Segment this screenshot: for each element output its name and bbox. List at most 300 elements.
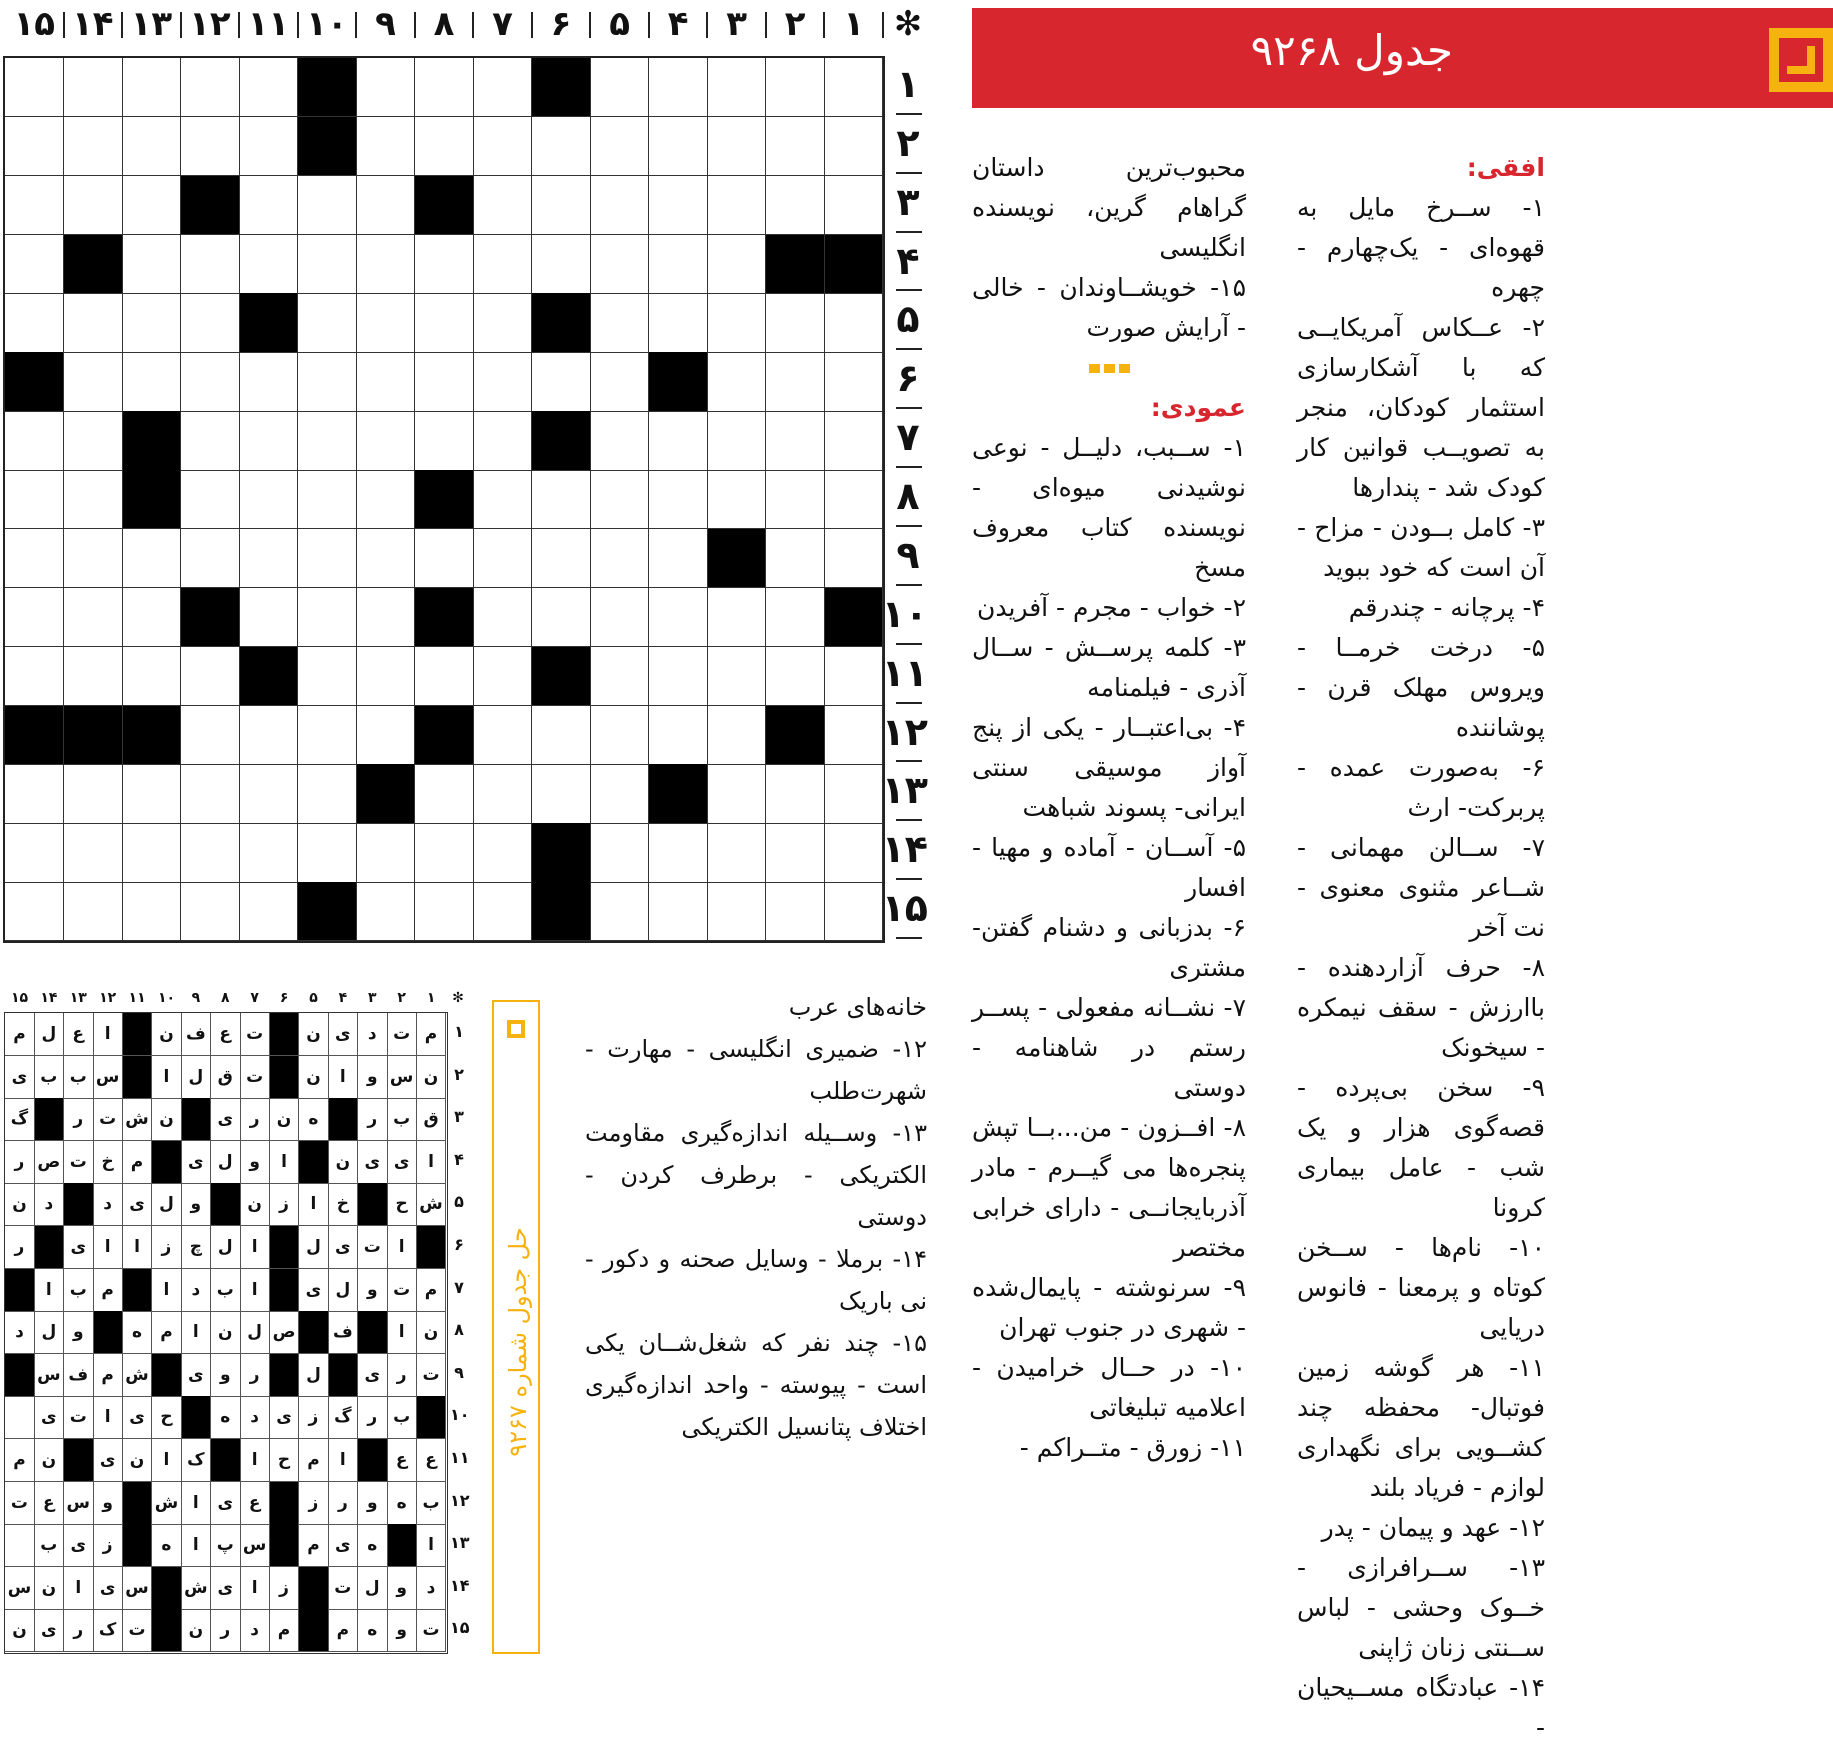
solution-cell: ل	[299, 1226, 329, 1269]
column-number: ۱۵	[13, 4, 56, 44]
solution-cell: ی	[123, 1183, 153, 1226]
solution-cell: ص	[34, 1141, 64, 1184]
solution-cell: م	[299, 1524, 329, 1567]
column-divider	[121, 12, 123, 38]
solution-row-number: ۱۵	[450, 1618, 470, 1638]
crossword-cell	[473, 882, 532, 941]
crossword-cell	[649, 411, 708, 470]
column-number: ۲	[784, 4, 806, 44]
row-number: ۳	[896, 179, 920, 224]
crossword-cell	[181, 706, 240, 765]
down-clue: ۵- آســان - آماده و مهیا - افسار	[972, 833, 1246, 902]
solution-cell: ر	[64, 1098, 94, 1141]
across-clue: ۸- حرف آزاردهنده - باارزش - سقف نیمکره - سیخونک	[1297, 953, 1545, 1062]
row-divider	[896, 113, 922, 115]
solution-cell: و	[211, 1354, 241, 1397]
puzzle-header	[972, 8, 1833, 108]
solution-cell: ا	[34, 1269, 64, 1312]
solution-black-cell	[417, 1226, 447, 1269]
solution-cell: س	[64, 1482, 94, 1525]
solution-cell: ب	[387, 1098, 417, 1141]
across-heading: افقی:	[1466, 153, 1545, 182]
crossword-cell	[473, 235, 532, 294]
solution-black-cell	[93, 1311, 123, 1354]
solution-cell: ا	[328, 1439, 358, 1482]
solution-cell: ک	[93, 1609, 123, 1652]
column-divider	[765, 12, 767, 38]
solution-cell: ی	[211, 1567, 241, 1610]
solution-cell: ل	[358, 1567, 388, 1610]
crossword-cell	[415, 117, 474, 176]
solution-black-cell	[152, 1354, 182, 1397]
solution-row-number: ۳	[454, 1107, 464, 1127]
crossword-cell	[824, 58, 883, 117]
solution-cell: ن	[152, 1013, 182, 1056]
crossword-cell	[473, 823, 532, 882]
solution-cell: ی	[123, 1396, 153, 1439]
solution-cell: ی	[358, 1141, 388, 1184]
solution-cell: ت	[240, 1056, 270, 1099]
solution-cell: ن	[270, 1098, 300, 1141]
solution-column-number: ۳	[368, 990, 377, 1006]
crossword-cell	[298, 588, 357, 647]
puzzle-title: جدول ۹۲۶۸	[1250, 26, 1453, 75]
column-divider	[531, 12, 533, 38]
crossword-cell	[415, 352, 474, 411]
crossword-cell	[707, 706, 766, 765]
solution-cell: ر	[211, 1609, 241, 1652]
column-number: ۱	[843, 4, 865, 44]
solution-cell: د	[240, 1396, 270, 1439]
solution-cell: ب	[417, 1482, 447, 1525]
solution-cell: ه	[152, 1524, 182, 1567]
solution-cell: م	[299, 1439, 329, 1482]
crossword-cell	[181, 352, 240, 411]
crossword-cell	[64, 588, 123, 647]
solution-black-cell	[123, 1013, 153, 1056]
crossword-cell	[473, 764, 532, 823]
solution-black-cell	[123, 1269, 153, 1312]
solution-cell: ر	[358, 1396, 388, 1439]
crossword-cell	[766, 764, 825, 823]
crossword-cell	[356, 882, 415, 941]
solution-cell: ب	[34, 1524, 64, 1567]
brand-small-icon	[507, 1020, 525, 1038]
crossword-cell	[298, 706, 357, 765]
solution-cell	[5, 1396, 35, 1439]
solution-cell: ق	[417, 1098, 447, 1141]
crossword-cell	[707, 293, 766, 352]
row-divider	[896, 819, 922, 821]
crossword-cell	[766, 470, 825, 529]
row-number: ۱	[896, 62, 920, 106]
solution-cell: ن	[34, 1439, 64, 1482]
crossword-cell	[473, 706, 532, 765]
solution-cell: ت	[123, 1609, 153, 1652]
crossword-cell	[473, 470, 532, 529]
clue-text: ۱۵- خویشــاوندان - خالی - آرایش صورت	[972, 273, 1246, 342]
column-divider	[706, 12, 708, 38]
crossword-cell	[122, 823, 181, 882]
solution-cell: ا	[417, 1141, 447, 1184]
solution-cell: م	[123, 1141, 153, 1184]
crossword-cell	[298, 293, 357, 352]
crossword-cell	[766, 588, 825, 647]
crossword-cell	[473, 647, 532, 706]
crossword-cell	[5, 882, 64, 941]
crossword-cell	[239, 352, 298, 411]
crossword-cell	[707, 176, 766, 235]
solution-grid	[4, 1012, 448, 1654]
crossword-cell	[590, 529, 649, 588]
solution-cell: و	[93, 1482, 123, 1525]
crossword-cell	[824, 529, 883, 588]
crossword-cell	[356, 117, 415, 176]
solution-column-number: ۱۰	[157, 990, 176, 1006]
clue-text: محبوب‌ترین داستان گراهام گرین، نویسنده انگلیسی	[972, 153, 1246, 262]
crossword-cell	[649, 58, 708, 117]
solution-cell: و	[387, 1567, 417, 1610]
row-number: ۱۴	[881, 827, 928, 872]
solution-cell: د	[34, 1183, 64, 1226]
row-divider	[896, 702, 922, 704]
crossword-cell	[590, 470, 649, 529]
solution-cell: ی	[93, 1439, 123, 1482]
crossword-cell	[707, 117, 766, 176]
black-cell	[415, 470, 474, 529]
solution-black-cell	[181, 1098, 211, 1141]
clue-text: ۱۴- برملا - وسایل صحنه و دکور - نی باریک	[585, 1245, 927, 1315]
column-number: ۶	[550, 4, 572, 44]
solution-row-number: ۱۳	[450, 1533, 470, 1553]
solution-cell: ر	[387, 1354, 417, 1397]
black-cell	[122, 706, 181, 765]
black-cell	[824, 588, 883, 647]
separator-dots	[972, 348, 1246, 388]
down-clue: ۸- افــزون - من...بــا تپش پنجره‌ها می گیــرم - مادر آذربایجانــی - دارای خرابی مختصر	[972, 1113, 1246, 1262]
solution-row-number: ۱۲	[450, 1490, 470, 1510]
solution-cell: ع	[211, 1013, 241, 1056]
solution-black-cell	[211, 1183, 241, 1226]
solution-cell: گ	[328, 1396, 358, 1439]
crossword-cell	[824, 647, 883, 706]
column-divider	[297, 12, 299, 38]
solution-cell: ا	[240, 1269, 270, 1312]
solution-cell: ی	[34, 1609, 64, 1652]
crossword-cell	[181, 823, 240, 882]
crossword-cell	[532, 588, 591, 647]
solution-cell: ب	[64, 1269, 94, 1312]
solution-cell: ب	[211, 1269, 241, 1312]
clue-column-2	[972, 148, 1246, 1468]
solution-cell: ب	[64, 1056, 94, 1099]
solution-cell: ش	[417, 1183, 447, 1226]
crossword-cell	[239, 882, 298, 941]
solution-cell: ا	[240, 1567, 270, 1610]
across-clue: ۳- کامل بــودن - مزاح - آن است که خود ببوید	[1297, 513, 1545, 582]
crossword-cell	[707, 411, 766, 470]
solution-black-cell	[5, 1354, 35, 1397]
solution-black-cell	[181, 1396, 211, 1439]
solution-cell: و	[387, 1609, 417, 1652]
crossword-cell	[239, 706, 298, 765]
crossword-cell	[356, 235, 415, 294]
black-cell	[122, 470, 181, 529]
column-number: ۳	[726, 4, 748, 44]
crossword-cell	[415, 235, 474, 294]
black-cell	[239, 293, 298, 352]
crossword-cell	[181, 647, 240, 706]
crossword-cell	[473, 588, 532, 647]
row-divider	[896, 231, 922, 233]
crossword-cell	[64, 764, 123, 823]
solution-column-number: ۹	[191, 990, 201, 1006]
solution-cell: ز	[299, 1482, 329, 1525]
solution-cell: ت	[64, 1396, 94, 1439]
crossword-cell	[766, 882, 825, 941]
crossword-cell	[181, 764, 240, 823]
crossword-cell	[649, 470, 708, 529]
crossword-cell	[5, 588, 64, 647]
crossword-cell	[181, 529, 240, 588]
column-number: ۱۱	[247, 4, 290, 44]
crossword-cell	[707, 647, 766, 706]
clue-text: خانه‌های عرب	[788, 993, 927, 1021]
solution-cell: ی	[181, 1354, 211, 1397]
solution-black-cell	[5, 1269, 35, 1312]
crossword-cell	[64, 823, 123, 882]
solution-cell: م	[5, 1013, 35, 1056]
solution-cell: ر	[358, 1098, 388, 1141]
crossword-cell	[766, 411, 825, 470]
solution-column-number: ۷	[250, 990, 259, 1006]
crossword-cell	[415, 529, 474, 588]
solution-cell: ن	[5, 1183, 35, 1226]
crossword-cell	[356, 823, 415, 882]
crossword-cell	[415, 882, 474, 941]
column-number: ۱۴	[72, 4, 114, 44]
solution-black-cell	[299, 1567, 329, 1610]
crossword-cell	[64, 529, 123, 588]
solution-cell: ع	[34, 1482, 64, 1525]
crossword-cell	[473, 58, 532, 117]
solution-cell: س	[93, 1056, 123, 1099]
crossword-cell	[824, 411, 883, 470]
row-divider	[896, 937, 922, 939]
black-cell	[181, 588, 240, 647]
black-cell	[649, 764, 708, 823]
crossword-cell	[356, 293, 415, 352]
solution-black-cell	[152, 1609, 182, 1652]
down-clue: ۱۱- زورق - متــراکم -	[1019, 1433, 1246, 1462]
solution-cell: د	[93, 1183, 123, 1226]
crossword-cell	[181, 117, 240, 176]
solution-cell: ی	[270, 1396, 300, 1439]
solution-cell: س	[5, 1567, 35, 1610]
solution-cell: س	[387, 1056, 417, 1099]
solution-black-cell	[270, 1524, 300, 1567]
crossword-cell	[64, 293, 123, 352]
crossword-cell	[473, 176, 532, 235]
crossword-cell	[415, 823, 474, 882]
crossword-cell	[590, 293, 649, 352]
crossword-cell	[707, 470, 766, 529]
solution-cell: ه	[299, 1098, 329, 1141]
solution-cell: ر	[328, 1482, 358, 1525]
solution-black-cell	[123, 1524, 153, 1567]
crossword-cell	[590, 706, 649, 765]
solution-cell: ن	[417, 1311, 447, 1354]
down-clue: ۳- کلمه پرســش - ســال آذری - فیلمنامه	[972, 633, 1246, 702]
solution-column-number: ۱۳	[69, 990, 87, 1006]
crossword-cell	[590, 647, 649, 706]
solution-cell: و	[240, 1141, 270, 1184]
solution-cell: ن	[181, 1609, 211, 1652]
solution-cell: ت	[387, 1269, 417, 1312]
solution-cell: م	[417, 1013, 447, 1056]
crossword-cell	[824, 293, 883, 352]
crossword-cell	[590, 882, 649, 941]
crossword-cell	[590, 823, 649, 882]
black-cell	[64, 235, 123, 294]
solution-black-cell	[358, 1439, 388, 1482]
row-number: ۱۵	[881, 886, 928, 931]
solution-cell: ع	[387, 1439, 417, 1482]
crossword-cell	[181, 411, 240, 470]
solution-cell: ا	[299, 1183, 329, 1226]
crossword-cell	[473, 117, 532, 176]
solution-cell: ت	[328, 1567, 358, 1610]
solution-cell: ی	[34, 1396, 64, 1439]
solution-row-number: ۱۴	[450, 1575, 470, 1595]
solution-cell: ش	[181, 1567, 211, 1610]
solution-cell: و	[181, 1183, 211, 1226]
solution-cell: و	[358, 1056, 388, 1099]
solution-cell: د	[358, 1013, 388, 1056]
solution-cell: ا	[181, 1524, 211, 1567]
black-cell	[766, 235, 825, 294]
crossword-cell	[473, 293, 532, 352]
row-number: ۵	[896, 297, 920, 342]
row-divider	[896, 289, 922, 291]
crossword-cell	[298, 470, 357, 529]
crossword-cell	[5, 411, 64, 470]
solution-cell: ن	[417, 1056, 447, 1099]
solution-black-cell	[270, 1013, 300, 1056]
black-cell	[415, 588, 474, 647]
solution-cell: ی	[211, 1098, 241, 1141]
crossword-cell	[356, 706, 415, 765]
crossword-cell	[649, 588, 708, 647]
solution-column-number: ۱	[426, 990, 436, 1006]
crossword-cell	[766, 58, 825, 117]
crossword-cell	[122, 176, 181, 235]
solution-cell: ز	[152, 1226, 182, 1269]
down-clue: ۶- بدزبانی و دشنام گفتن- مشتری	[972, 913, 1246, 982]
solution-black-cell	[270, 1226, 300, 1269]
solution-cell: ت	[358, 1226, 388, 1269]
crossword-cell	[649, 823, 708, 882]
solution-cell: ب	[387, 1396, 417, 1439]
solution-black-cell	[34, 1226, 64, 1269]
solution-black-cell	[270, 1269, 300, 1312]
black-cell	[532, 411, 591, 470]
crossword-cell	[122, 588, 181, 647]
black-cell	[532, 293, 591, 352]
solution-cell: ا	[181, 1311, 211, 1354]
crossword-cell	[356, 529, 415, 588]
crossword-cell	[766, 293, 825, 352]
crossword-cell	[122, 117, 181, 176]
crossword-cell	[532, 706, 591, 765]
column-number: ۱۰	[306, 4, 348, 44]
solution-cell: ت	[93, 1098, 123, 1141]
solution-cell: ی	[328, 1013, 358, 1056]
column-number: ۱۲	[189, 4, 231, 44]
crossword-grid	[3, 56, 885, 943]
solution-cell: ت	[240, 1013, 270, 1056]
solution-cell: ت	[64, 1141, 94, 1184]
crossword-cell	[824, 882, 883, 941]
solution-cell: ز	[299, 1396, 329, 1439]
crossword-cell	[590, 235, 649, 294]
crossword-cell	[707, 235, 766, 294]
solution-cell: م	[270, 1609, 300, 1652]
row-number: ۱۳	[881, 768, 928, 813]
solution-cell: ص	[270, 1311, 300, 1354]
crossword-cell	[5, 764, 64, 823]
solution-cell: د	[417, 1567, 447, 1610]
crossword-cell	[824, 352, 883, 411]
row-divider	[896, 760, 922, 762]
crossword-cell	[239, 58, 298, 117]
across-clue: ۱۴- عبادتگاه مســیحیان -	[1297, 1673, 1545, 1742]
column-divider	[589, 12, 591, 38]
solution-black-cell	[270, 1482, 300, 1525]
solution-cell: ر	[240, 1354, 270, 1397]
crossword-cell	[707, 352, 766, 411]
solution-cell: پ	[211, 1524, 241, 1567]
across-clue: ۲- عــکاس آمریکایــی که با آشکارسازی استثمار کودکان، منجر به تصویــب قوانین کار کودک شد - پندارها	[1297, 313, 1545, 502]
row-divider	[896, 407, 922, 409]
crossword-cell	[824, 764, 883, 823]
crossword-cell	[298, 235, 357, 294]
crossword-cell	[707, 58, 766, 117]
solution-black-cell	[328, 1354, 358, 1397]
solution-cell: ل	[211, 1226, 241, 1269]
crossword-cell	[5, 235, 64, 294]
corner-symbol: ✻	[893, 4, 923, 44]
crossword-cell	[181, 470, 240, 529]
solution-column-number: ۶	[279, 990, 289, 1006]
black-cell	[532, 647, 591, 706]
column-number: ۵	[609, 4, 630, 44]
row-divider	[896, 466, 922, 468]
row-number: ۸	[896, 474, 920, 519]
crossword-cell	[122, 529, 181, 588]
clue-text: ۱۵- چند نفر که شغل‌شــان یکی است - پیوسته - واحد اندازه‌گیری اختلاف پتانسیل الکتریکی	[585, 1329, 927, 1441]
crossword-cell	[64, 470, 123, 529]
solution-cell: ل	[34, 1311, 64, 1354]
black-cell	[532, 882, 591, 941]
solution-cell: ی	[211, 1482, 241, 1525]
row-divider	[896, 348, 922, 350]
solution-row-number: ۵	[454, 1192, 464, 1212]
solution-cell: ا	[240, 1439, 270, 1482]
brand-logo-icon	[1769, 28, 1833, 92]
row-divider	[896, 172, 922, 174]
solution-cell: ل	[211, 1141, 241, 1184]
